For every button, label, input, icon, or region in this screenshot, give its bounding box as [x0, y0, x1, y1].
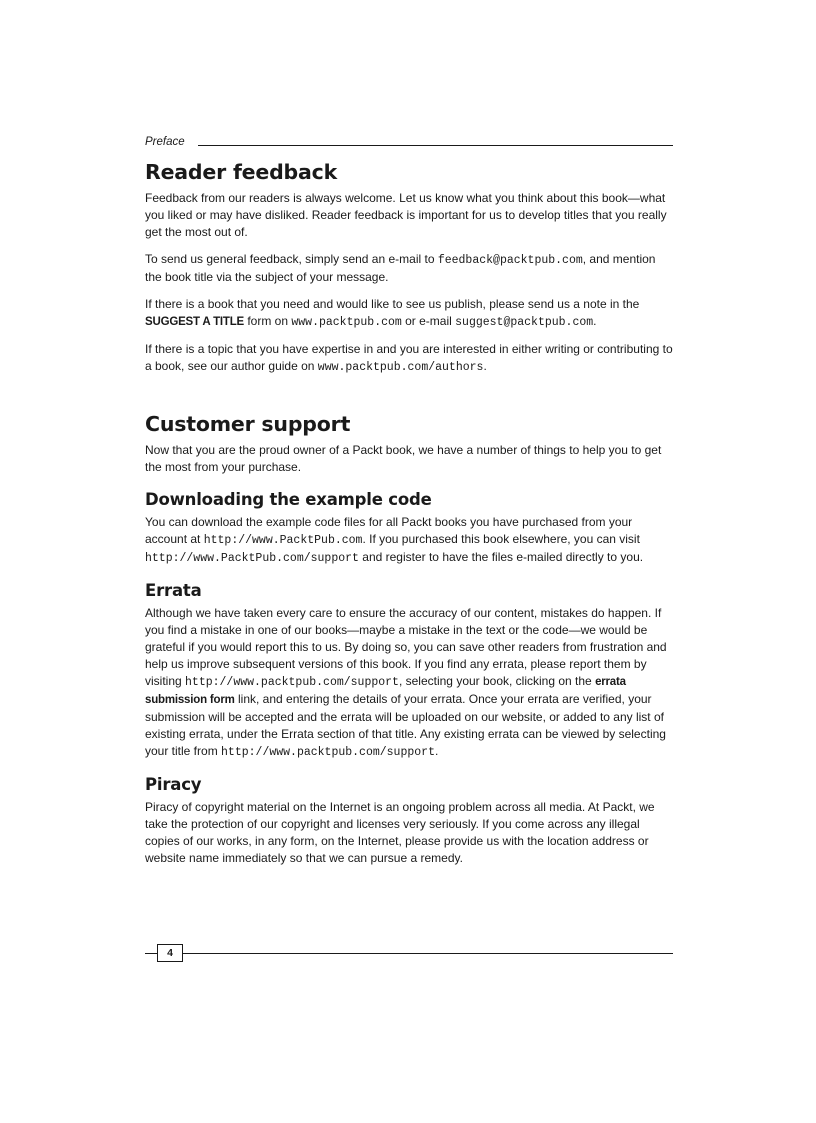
text: To send us general feedback, simply send an e-mail to	[145, 252, 438, 266]
url-packtpub-home: http://www.PacktPub.com	[203, 534, 363, 547]
heading-customer-support: Customer support	[145, 412, 351, 436]
heading-piracy: Piracy	[145, 775, 202, 794]
content	[145, 160, 673, 877]
text: , selecting your book, clicking on the	[398, 674, 596, 688]
header-rule	[198, 145, 673, 146]
text: form on	[244, 314, 292, 328]
url-packtpub: www.packtpub.com	[291, 316, 402, 329]
url-authors: www.packtpub.com/authors	[317, 361, 484, 374]
text: If there is a book that you need and would like to see us publish, please send us a note in the	[145, 297, 640, 311]
section-downloading	[145, 490, 673, 567]
text: and register to have the files e-mailed directly to you.	[358, 550, 644, 564]
paragraph	[145, 296, 673, 331]
text: or e-mail	[401, 314, 456, 328]
text: You can download the example code files for all Packt books you have purchased from your account at	[145, 515, 633, 546]
footer-rule-right	[183, 953, 673, 954]
paragraph	[145, 251, 673, 286]
paragraph: Feedback from our readers is always welcome. Let us know what you think about this book—what you liked or may have disliked. Reader feedback is important for us to develop titles that you really get the most out of.	[145, 191, 667, 239]
text: .	[483, 359, 487, 373]
heading-downloading: Downloading the example code	[145, 490, 432, 509]
page-number: 4	[157, 944, 183, 962]
text: Although we have taken every care to ensure the accuracy of our content, mistakes do happen. If you find a mistake in one of our books—maybe a mistake in the text or the code—we would be grateful if you would report this to us. By doing so, you can save other readers from frustration and help us improve subsequent versions of this book. If you find any errata, please report them by visiting	[145, 606, 667, 688]
email-feedback: feedback@packtpub.com	[437, 254, 583, 267]
running-header	[145, 136, 673, 150]
paragraph	[145, 514, 673, 567]
text: .	[593, 314, 597, 328]
paragraph: Piracy of copyright material on the Internet is an ongoing problem across all media. At Packt, we take the protection of our copyright and licenses very seriously. If you come across any illegal copies of our works, in any form, on the Internet, please provide us with the location address or website name immediately so that we can pursue a remedy.	[145, 800, 655, 865]
text: If there is a topic that you have expertise in and you are interested in either writing or contributing to a book, see our author guide on	[145, 342, 673, 373]
text: , and mention the book title via the subject of your message.	[145, 252, 656, 284]
section-customer-support	[145, 412, 673, 476]
errata-submission-form-label: errata submission form	[145, 676, 626, 706]
section-reader-feedback	[145, 160, 673, 376]
heading-reader-feedback: Reader feedback	[145, 160, 338, 184]
paragraph	[145, 605, 673, 761]
url-support: http://www.packtpub.com/support	[185, 676, 399, 689]
heading-errata: Errata	[145, 581, 202, 600]
text: link, and entering the details of your errata. Once your errata are verified, your submission will be accepted and the errata will be uploaded on our website, or added to any list of existing errata, under the Errata section of that title. Any existing errata can be viewed by selecting your title from	[145, 692, 666, 758]
suggest-a-title-label: SUGGEST A TITLE	[145, 316, 245, 328]
section-errata	[145, 581, 673, 761]
url-packtpub-support: http://www.PacktPub.com/support	[145, 552, 359, 565]
running-header-label: Preface	[145, 136, 185, 148]
email-suggest: suggest@packtpub.com	[455, 316, 594, 329]
paragraph: Now that you are the proud owner of a Packt book, we have a number of things to help you to get the most from your purchase.	[145, 443, 662, 474]
paragraph	[145, 341, 673, 376]
text: . If you purchased this book elsewhere, you can visit	[362, 532, 640, 546]
footer-rule-left	[145, 953, 157, 954]
url-support: http://www.packtpub.com/support	[221, 746, 435, 759]
section-piracy	[145, 775, 673, 867]
text: .	[434, 744, 439, 758]
page-footer	[145, 944, 673, 962]
